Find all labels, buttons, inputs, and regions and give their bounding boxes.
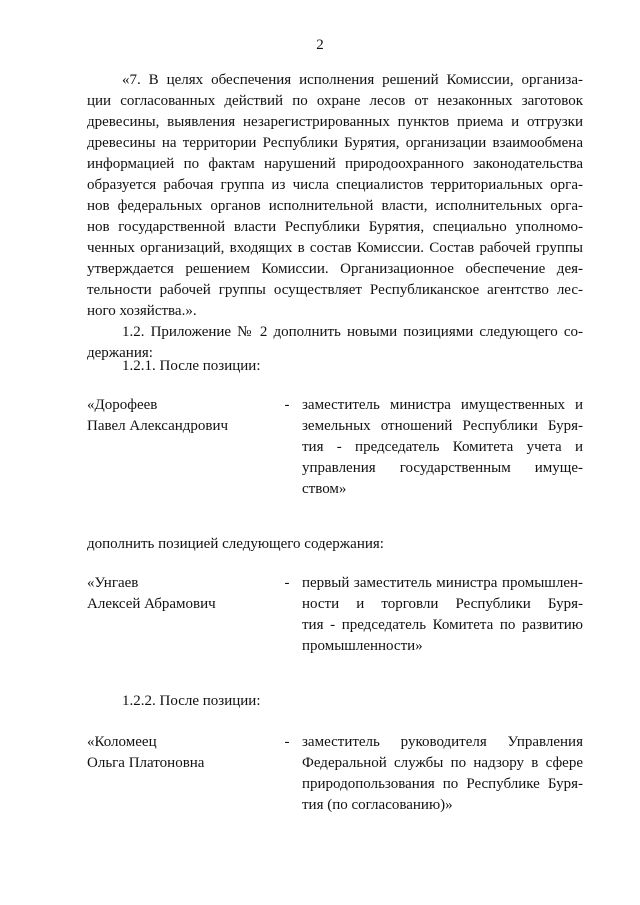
paragraph-7 — [87, 70, 583, 322]
add-position-text: дополнить позицией следующего содержания: — [87, 536, 384, 552]
dash-separator: - — [284, 397, 290, 413]
text-line: Федеральной службы по надзору в сфере — [302, 755, 583, 771]
text-line: ности и торговли Республики Буря- — [302, 596, 583, 612]
text-line: информацией по фактам нарушений природоохранного законодательства — [87, 156, 583, 172]
text-line: земельных отношений Республики Буря- — [302, 418, 583, 434]
position-description — [302, 732, 583, 816]
surname: «Унгаев — [87, 575, 139, 591]
text-line: древесины, выявления незарегистрированных пунктов приема и отгрузки — [87, 114, 583, 130]
surname: «Коломеец — [87, 734, 157, 750]
text-line: держания: — [87, 345, 153, 361]
text-line: промышленности» — [302, 638, 423, 654]
given-names: Алексей Абрамович — [87, 596, 216, 612]
text-line: природопользования по Республике Буря- — [302, 776, 583, 792]
page-number: 2 — [316, 37, 324, 53]
text-line: первый заместитель министра промышлен- — [302, 575, 583, 591]
dash-separator: - — [284, 734, 290, 750]
given-names: Ольга Платоновна — [87, 755, 205, 771]
text-line: 1.2. Приложение № 2 дополнить новыми позициями следующего со- — [122, 324, 583, 340]
text-line: заместитель руководителя Управления — [302, 734, 583, 750]
given-names: Павел Александрович — [87, 418, 229, 434]
text-line: ством» — [302, 481, 347, 497]
person-name — [87, 395, 277, 437]
person-name — [87, 573, 277, 615]
text-line: тельности рабочей группы осуществляет Республиканское агентство лес- — [87, 282, 583, 298]
text-line: заместитель министра имущественных и — [302, 397, 583, 413]
position-description — [302, 395, 583, 500]
text-line: утверждается решением Комиссии. Организационное обеспечение дея- — [87, 261, 583, 277]
text-line: нов федеральных органов исполнительной власти, исполнительных орга- — [87, 198, 583, 214]
text-line: тия - председатель Комитета учета и — [302, 439, 583, 455]
item-1-2-2: 1.2.2. После позиции: — [122, 693, 261, 709]
text-line: тия (по согласованию)» — [302, 797, 453, 813]
text-line: ции согласованных действий по охране лесов от незаконных заготовок — [87, 93, 583, 109]
text-line: образуется рабочая группа из числа специалистов территориальных орга- — [87, 177, 583, 193]
text-line: нов государственной власти Республики Бурятия, специально уполномо- — [87, 219, 583, 235]
surname: «Дорофеев — [87, 397, 158, 413]
dash-separator: - — [284, 575, 290, 591]
text-line: ного хозяйства.». — [87, 303, 197, 319]
text-line: «7. В целях обеспечения исполнения решений Комиссии, организа- — [122, 72, 583, 88]
item-1-2-1: 1.2.1. После позиции: — [122, 358, 261, 374]
position-description — [302, 573, 583, 657]
text-line: древесины на территории Республики Бурятия, организации взаимообмена — [87, 135, 583, 151]
text-line: тия - председатель Комитета по развитию — [302, 617, 583, 633]
person-name — [87, 732, 277, 774]
text-line: управления государственным имуще- — [302, 460, 583, 476]
text-line: ченных организаций, входящих в состав Комиссии. Состав рабочей группы — [87, 240, 583, 256]
